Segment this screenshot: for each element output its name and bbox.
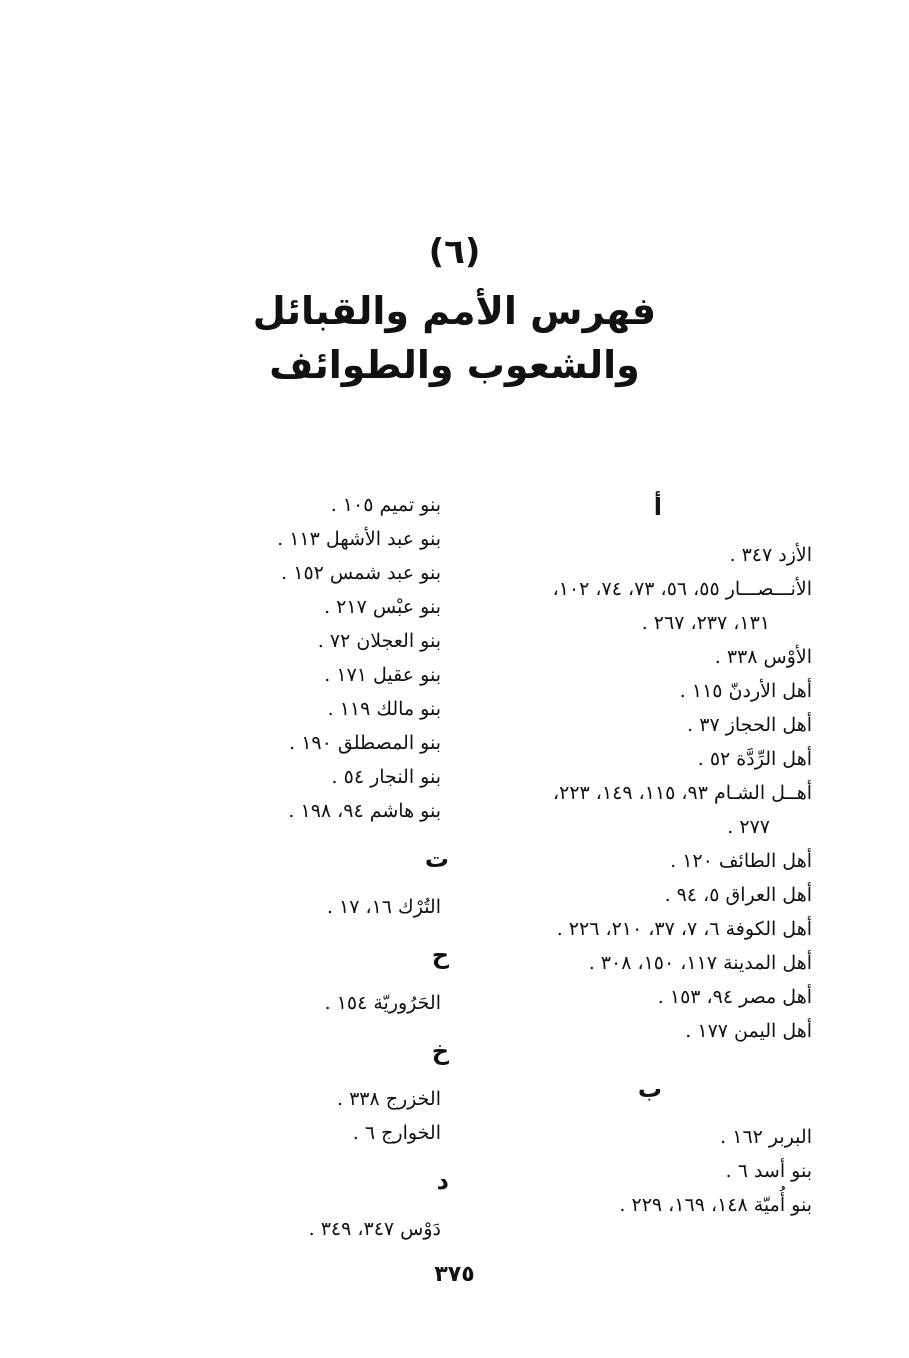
index-entry: بنو هاشم ٩٤، ١٩٨ . [288,800,441,822]
index-entry: الخزرج ٣٣٨ . [336,1088,441,1110]
index-entry: الخوارج ٦ . [352,1122,441,1144]
left-column [251,488,449,1246]
index-entry: أهل الأردنّ ١١٥ . [679,680,812,702]
index-title-line-2: والشعوب والطوائف [269,343,640,387]
index-entry: بنو المصطلق ١٩٠ . [289,732,441,754]
index-entry: بنو عبد الأشهل ١١٣ . [277,528,441,550]
section-letter-dal: د [436,1167,449,1195]
index-entry: بنو أسد ٦ . [725,1160,812,1182]
index-entry: أهل الحجاز ٣٧ . [687,714,812,736]
index-entry: بنو تميم ١٠٥ . [330,494,441,516]
index-entry: بنو عقيل ١٧١ . [324,664,441,686]
index-entry: أهل الرِّدَّة ٥٢ . [697,748,812,770]
index-entry: أهل اليمن ١٧٧ . [685,1020,812,1042]
index-entry: بنو النجار ٥٤ . [331,766,441,788]
index-entry: التُرْك ١٦، ١٧ . [326,896,441,918]
index-entry: أهل مصر ٩٤، ١٥٣ . [657,986,812,1008]
index-number: (٦) [428,232,481,272]
index-entry: بنو العجلان ٧٢ . [317,630,441,652]
section-letter-ha: ح [431,941,449,969]
index-entry: بنو أُميّة ١٤٨، ١٦٩، ٢٢٩ . [619,1194,812,1216]
index-entry-continuation: ٢٧٧ . [727,816,770,838]
section-letter-ta: ت [424,845,449,873]
right-column [482,488,812,1222]
section-letter-ba: ب [637,1075,662,1103]
index-entry: الحَرُوريّة ١٥٤ . [324,992,441,1014]
index-entry: أهــل الشـام ٩٣، ١١٥، ١٤٩، ٢٢٣، [553,782,812,804]
index-entry: البربر ١٦٢ . [720,1126,812,1148]
index-entry-continuation: ١٣١، ٢٣٧، ٢٦٧ . [641,612,770,634]
index-entry: بنو عبْس ٢١٧ . [324,596,441,618]
index-entry: دَوْس ٣٤٧، ٣٤٩ . [308,1218,441,1240]
page-number: ٣٧٥ [434,1262,475,1287]
index-entry: أهل الطائف ١٢٠ . [670,850,812,872]
index-entry: أهل العراق ٥، ٩٤ . [664,884,812,906]
index-entry: الأزد ٣٤٧ . [729,544,812,566]
index-entry: بنو مالك ١١٩ . [327,698,441,720]
index-title-line-1: فهرس الأمم والقبائل [252,289,657,333]
section-letter-kha: خ [431,1037,449,1065]
index-entry: الأنـــصـــار ٥٥، ٥٦، ٧٣، ٧٤، ١٠٢، [552,578,812,600]
index-entry: الأوْس ٣٣٨ . [714,646,812,668]
section-letter-alef: أ [653,493,662,521]
index-entry: أهل المدينة ١١٧، ١٥٠، ٣٠٨ . [588,952,812,974]
index-entry: أهل الكوفة ٦، ٧، ٣٧، ٢١٠، ٢٢٦ . [556,918,812,940]
index-entry: بنو عبد شمس ١٥٢ . [281,562,441,584]
